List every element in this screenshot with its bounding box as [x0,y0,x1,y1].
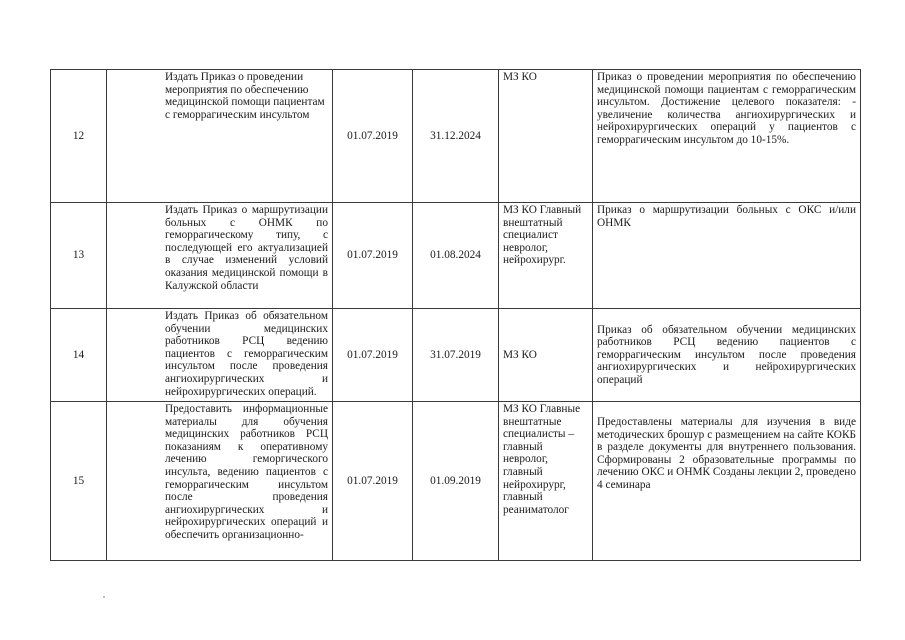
result-cell: Приказ об обязательном обучении медицинских работников РСЦ ведению пациентов с геморрагическим инсультом после проведения ангиохирургических и нейрохирургических операций [593,309,861,402]
result-cell: Предоставлены материалы для изучения в виде методических брошур с размещением на сайте КОКБ в разделе документы для внутреннего пользования. Сформированы 2 образовательные программы по лечению ОКС и ОНМК Созданы лекции 2, проведено 4 семинара [593,402,861,561]
start-date: 01.07.2019 [333,402,413,561]
plan-table [50,69,861,561]
table-row [51,402,861,561]
start-date: 01.07.2019 [333,309,413,402]
result-cell: Приказ о проведении мероприятия по обеспечению медицинской помощи пациентам с геморрагическим инсультом. Достижение целевого показателя: - увеличение количества ангиохирургических и нейрохирургических операций у пациентов с геморрагическим инсультом до 10-15%. [593,70,861,203]
row-number: 15 [51,402,107,561]
row-number: 13 [51,203,107,309]
start-date: 01.07.2019 [333,70,413,203]
task-cell: Предоставить информационные материалы для обучения медицинских работников РСЦ показаниям к оперативному лечению геморгического инсульта, ведению пациентов с геморрагическим инсультом после проведения ангиохирургических и нейрохирургических операций и обеспечить организационно- [107,402,333,561]
row-number: 14 [51,309,107,402]
responsible-cell: МЗ КО [499,309,593,402]
task-cell: Издать Приказ о маршрутизации больных с ОНМК по геморрагическому типу, с последующей его актуализацией в случае изменений условий оказания медицинской помощи в Калужской области [107,203,333,309]
end-date: 31.12.2024 [413,70,499,203]
end-date: 31.07.2019 [413,309,499,402]
end-date: 01.08.2024 [413,203,499,309]
result-cell: Приказ о маршрутизации больных с ОКС и/или ОНМК [593,203,861,309]
task-cell: Издать Приказ об обязательном обучении медицинских работников РСЦ ведению пациентов с геморрагическим инсультом после проведения ангиохирургических и нейрохирургических операций. [107,309,333,402]
responsible-cell: МЗ КО [499,70,593,203]
table-row [51,309,861,402]
start-date: 01.07.2019 [333,203,413,309]
end-date: 01.09.2019 [413,402,499,561]
table-row [51,70,861,203]
scan-speck [103,596,105,598]
table-row [51,203,861,309]
task-cell: Издать Приказ о проведении мероприятия по обеспечению медицинской помощи пациентам с геморрагическим инсультом [107,70,333,203]
responsible-cell: МЗ КО Главный внештатный специалист невролог, нейрохирург. [499,203,593,309]
responsible-cell: МЗ КО Главные внештатные специалисты – главный невролог, главный нейрохирург, главный реаниматолог [499,402,593,561]
row-number: 12 [51,70,107,203]
